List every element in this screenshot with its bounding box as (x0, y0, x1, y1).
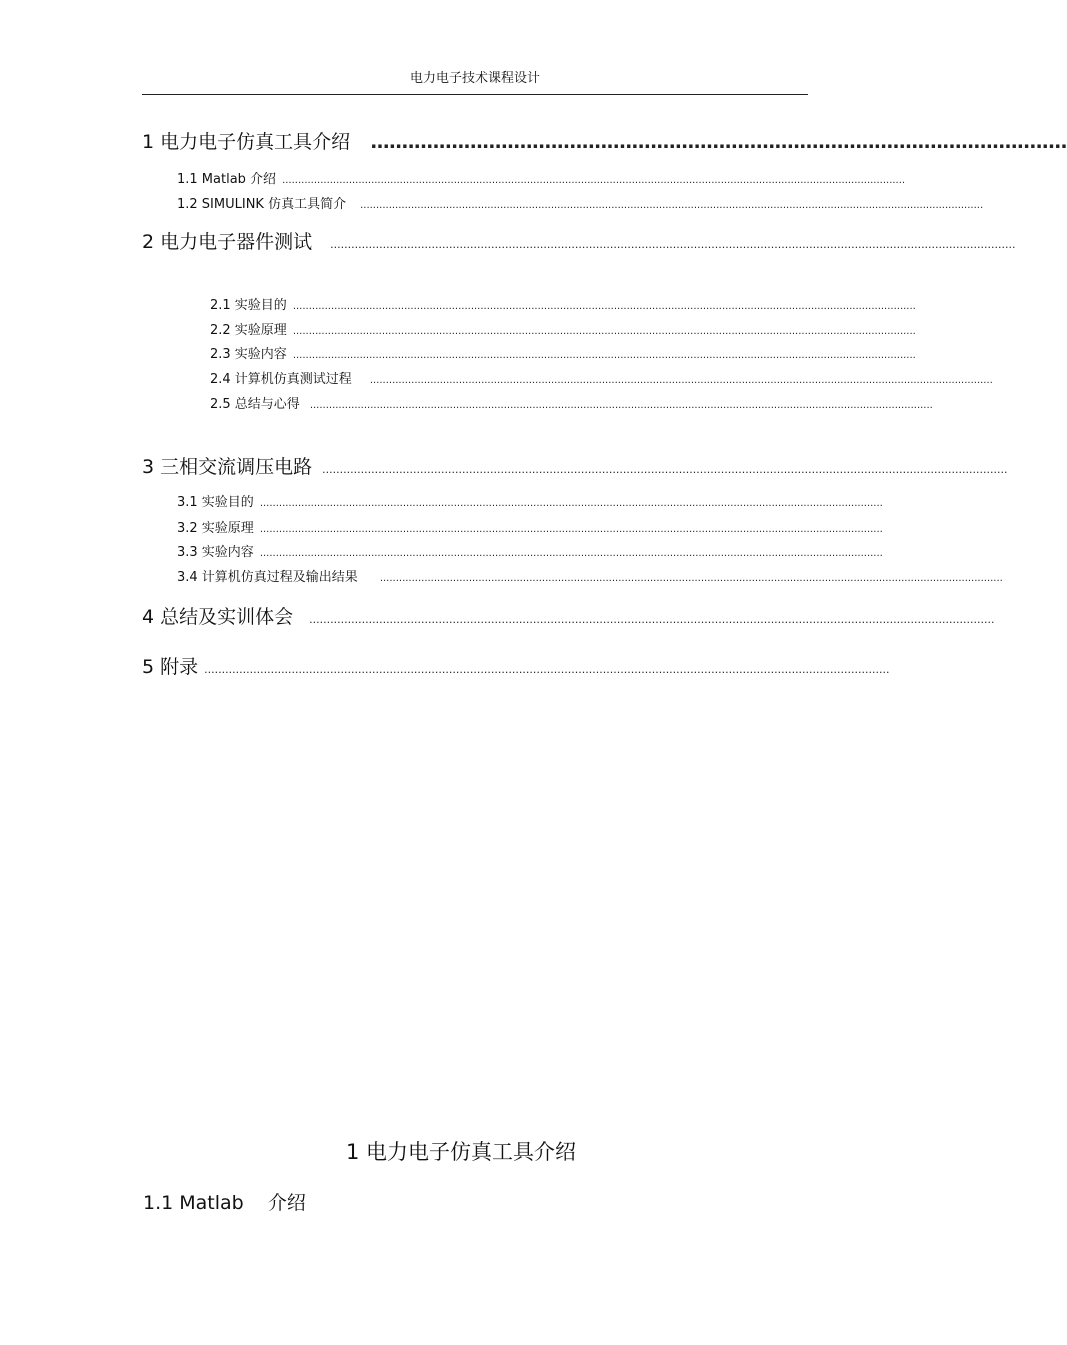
dot-leader: .................................................................................................................................................................................................... (292, 350, 916, 361)
toc-entry-2-4[interactable] (210, 371, 993, 390)
toc-entry-1-1[interactable] (177, 171, 906, 190)
dot-leader: .................................................................................................................................................................................................... (330, 238, 1016, 251)
toc-entry-label: 5 附录 (142, 656, 199, 678)
toc-entry-2-5[interactable] (210, 396, 933, 415)
header-rule (142, 94, 808, 95)
dot-leader: .................................................................................................................................................................................................... (204, 663, 890, 676)
toc-entry-label: 2.5 总结与心得 (210, 397, 300, 412)
toc-entry-label: 3 三相交流调压电路 (142, 456, 313, 478)
toc-entry-2-3[interactable] (210, 346, 916, 365)
toc-entry-label: 2.2 实验原理 (210, 323, 287, 338)
toc-entry-3[interactable] (142, 455, 1008, 482)
toc-entry-3-1[interactable] (177, 494, 883, 513)
toc-entry-label: 3.1 实验目的 (177, 495, 254, 510)
toc-entry-2[interactable] (142, 230, 1016, 257)
toc-entry-label: 3.4 计算机仿真过程及输出结果 (177, 570, 358, 585)
dot-leader: .................................................................................................................................................................................................... (360, 200, 984, 211)
dot-leader: .................................................................................................................................................................................................... (379, 573, 1003, 584)
dot-leader: .................................................................................................................................................................................................... (309, 613, 995, 626)
dot-leader: ................................................................................................................ (370, 131, 1067, 153)
toc-entry-label: 2.1 实验目的 (210, 298, 287, 313)
dot-leader: .................................................................................................................................................................................................... (292, 326, 916, 337)
dot-leader: .................................................................................................................................................................................................... (259, 548, 883, 559)
toc-entry-1[interactable] (142, 130, 1067, 154)
toc-entry-label: 1.2 SIMULINK 仿真工具简介 (177, 197, 347, 212)
dot-leader: .................................................................................................................................................................................................... (369, 375, 993, 386)
toc-entry-2-2[interactable] (210, 322, 916, 341)
toc-entry-label: 2 电力电子器件测试 (142, 231, 313, 253)
toc-entry-4[interactable] (142, 605, 995, 632)
toc-entry-1-2[interactable] (177, 196, 984, 215)
toc-entry-label: 3.3 实验内容 (177, 545, 254, 560)
section-heading: 1.1 Matlab 介绍 (143, 1192, 306, 1214)
chapter-heading: 1 电力电子仿真工具介绍 (345, 1140, 577, 1164)
toc-entry-label: 3.2 实验原理 (177, 521, 254, 536)
toc-entry-3-2[interactable] (177, 520, 883, 539)
toc-entry-5[interactable] (142, 655, 890, 682)
dot-leader: .................................................................................................................................................................................................... (309, 400, 933, 411)
toc-entry-label: 1 电力电子仿真工具介绍 (142, 131, 351, 153)
toc-entry-2-1[interactable] (210, 297, 916, 316)
dot-leader: .................................................................................................................................................................................................... (322, 463, 1008, 476)
page-header: 电力电子技术课程设计 (409, 71, 540, 86)
toc-entry-label: 1.1 Matlab 介绍 (177, 172, 277, 187)
toc-entry-label: 2.4 计算机仿真测试过程 (210, 372, 352, 387)
dot-leader: .................................................................................................................................................................................................... (259, 524, 883, 535)
dot-leader: .................................................................................................................................................................................................... (282, 175, 906, 186)
toc-entry-label: 4 总结及实训体会 (142, 606, 294, 628)
toc-entry-3-3[interactable] (177, 544, 883, 563)
dot-leader: .................................................................................................................................................................................................... (292, 301, 916, 312)
toc-entry-label: 2.3 实验内容 (210, 347, 287, 362)
toc-entry-3-4[interactable] (177, 569, 1003, 588)
dot-leader: .................................................................................................................................................................................................... (259, 498, 883, 509)
